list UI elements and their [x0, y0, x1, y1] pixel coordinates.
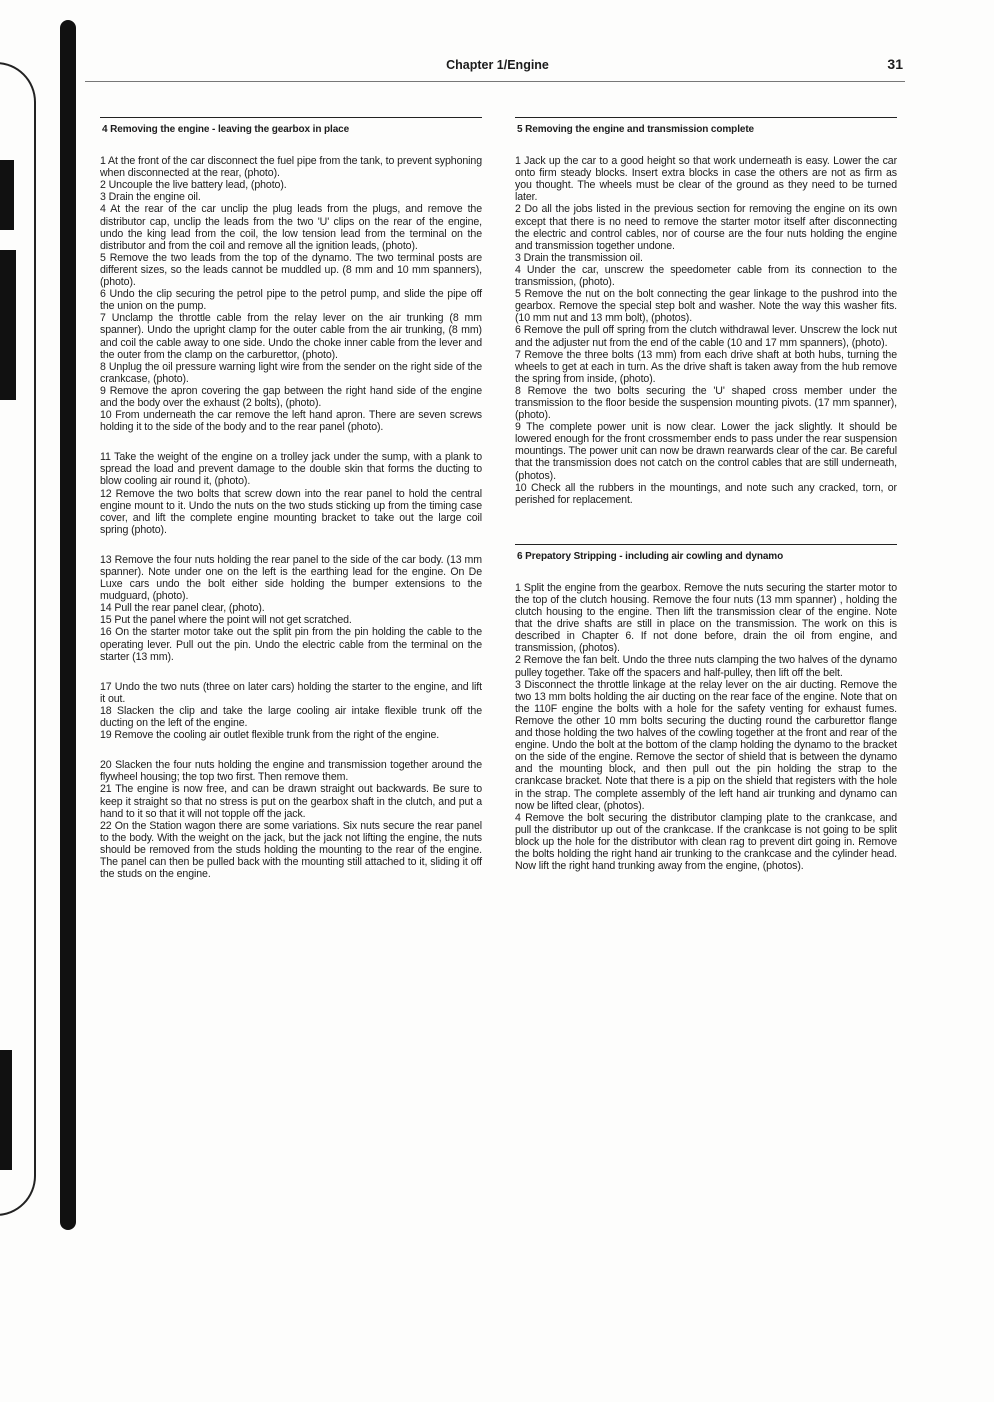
step-paragraph: 12 Remove the two bolts that screw down into the rear panel to hold the central engine mount to it. Undo the nuts on the two studs sticking up from the timing case cover, and lift the complete engine mounting bracket to take out the large coil spring (photo).	[100, 487, 482, 536]
step-paragraph: 7 Unclamp the throttle cable from the relay lever on the air trunking (8 mm spanner). Undo the upright clamp for the outer cable from the air trunking, (8 mm) and coil the cable away to one side. Undo the choke inner cable from the lever and the outer from the clamp on the carburettor, (photo).	[100, 312, 482, 361]
step-paragraph: 6 Remove the pull off spring from the clutch withdrawal lever. Unscrew the lock nut and the adjuster nut from the end of the cable (10 and 17 mm spanners), (photo).	[515, 324, 897, 349]
page-edge-curve	[0, 62, 36, 1216]
step-paragraph: 22 On the Station wagon there are some variations. Six nuts secure the rear panel to the body. With the weight on the jack, but the jack not lifting the engine, the nuts should be removed from the studs holding the mounting to the rear of the engine. The panel can then be pulled back with the mounting still attached to it, sliding it off the studs on the engine.	[100, 819, 482, 881]
step-paragraph: 20 Slacken the four nuts holding the engine and transmission together around the flywheel housing; the top two first. Then remove them.	[100, 759, 482, 784]
step-paragraph: 5 Remove the two leads from the top of the dynamo. The two terminal posts are different sizes, so the leads cannot be muddled up. (8 mm and 10 mm spanners), (photo).	[100, 251, 482, 289]
page-number: 31	[887, 56, 903, 72]
step-paragraph: 5 Remove the nut on the bolt connecting the gear linkage to the pushrod into the gearbox. Remove the special step bolt and washer. Note the way this washer fits. (10 mm nut and 13 mm bolt), (photos).	[515, 288, 897, 325]
binding-shadow	[60, 20, 76, 1230]
section-title: 6 Prepatory Stripping - including air cowling and dynamo	[517, 550, 784, 562]
step-paragraph: 7 Remove the three bolts (13 mm) from each drive shaft at both hubs, turning the wheels to get at each in turn. As the drive shaft is taken away from the hub remove the spring from inside, (photo).	[515, 348, 897, 385]
step-paragraph: 2 Do all the jobs listed in the previous section for removing the engine on its own except that there is no need to remove the starter motor itself after disconnecting the electric and control cables, nor of course are the four nuts holding the engine and transmission together undone.	[515, 203, 897, 252]
step-paragraph: 10 Check all the rubbers in the mountings, and note such any cracked, torn, or perished for replacement.	[515, 481, 897, 506]
step-paragraph: 16 On the starter motor take out the split pin from the pin holding the cable to the operating lever. Pull out the pin. Undo the electric cable from the terminal on the starter (13 mm).	[100, 626, 482, 663]
step-paragraph: 2 Uncouple the live battery lead, (photo).	[100, 179, 287, 192]
section-6	[515, 544, 897, 872]
step-paragraph: 4 At the rear of the car unclip the plug leads from the plugs, and remove the distributor cap, unclip the leads from the two 'U' clips on the rear of the engine, undo the king lead from the coil, the low tension lead from the terminal on the distributor and from the coil and remove all the ignition leads, (photo).	[100, 203, 482, 252]
step-paragraph: 13 Remove the four nuts holding the rear panel to the side of the car body. (13 mm spanner). Note under one on the left is the earthing lead for the engine. On De Luxe cars undo the bolt either side holding the bumper extensions to the mudguard, (photo).	[100, 553, 482, 603]
step-paragraph: 1 At the front of the car disconnect the fuel pipe from the tank, to prevent syphoning when disconnected at the rear, (photo).	[100, 155, 482, 180]
section-rule	[100, 117, 482, 118]
step-paragraph: 3 Disconnect the throttle linkage at the relay lever on the air ducting. Remove the two 13 mm bolts holding the air ducting on the rear face of the engine. Note that on the 110F engine the bolts with a hole for the safety venting for exhaust fumes. Remove the other 10 mm bolts securing the ducting round the carburettor flange and those holding the two halves of the cowling together at the front and rear of the engine. Undo the bolt at the bottom of the clamp holding the dynamo to the bracket on the side of the engine. Remove the sector of shield that is between the dynamo and the mounting block, and then pull out the pin holding the strap to the crankcase bracket. Note that there is a pip on the shield that registers with the hole in the strap. The complete assembly of the left hand air trunking and dynamo can now be lifted clear, (photos).	[515, 678, 897, 812]
step-paragraph: 10 From underneath the car remove the left hand apron. There are seven screws holding it to the side of the body and to the rear panel (photo).	[100, 409, 482, 434]
column-right	[515, 117, 897, 872]
section-title: 4 Removing the engine - leaving the gearbox in place	[102, 124, 350, 135]
step-paragraph: 6 Undo the clip securing the petrol pipe to the petrol pump, and slide the pipe off the union on the pump.	[100, 288, 482, 313]
running-head	[90, 58, 905, 80]
step-paragraph: 1 Jack up the car to a good height so that work underneath is easy. Lower the car onto firm steady blocks. Insert extra blocks in case the others are not as firm as you thought. The wheels must be clear of the ground as they need to be turned later.	[515, 155, 897, 204]
step-paragraph: 2 Remove the fan belt. Undo the three nuts clamping the two halves of the dynamo pulley together. Take off the spacers and half-pulley, then lift off the belt.	[515, 654, 897, 679]
step-paragraph: 8 Remove the two bolts securing the 'U' shaped cross member under the transmission to the floor beside the suspension mounting pivots. (17 mm spanner), (photo).	[515, 384, 897, 422]
chapter-title: Chapter 1/Engine	[446, 58, 549, 72]
step-paragraph: 21 The engine is now free, and can be drawn straight out backwards. Be sure to keep it straight so that no stress is put on the gearbox shaft in the clutch, and put a hand to it so that it will not topple off the jack.	[100, 783, 482, 820]
step-paragraph: 8 Unplug the oil pressure warning light wire from the sender on the right side of the crankcase, (photo).	[100, 360, 482, 385]
step-paragraph: 19 Remove the cooling air outlet flexible trunk from the right of the engine.	[100, 729, 440, 742]
step-paragraph: 4 Remove the bolt securing the distributor clamping plate to the crankcase, and pull the distributor up out of the crankcase. If the crankcase is not going to be split block up the hole for the distributor with clean rag to prevent dirt going in. Remove the bolts holding the right hand air trunking to the crankcase and the cylinder head. Now lift the right hand trunking away from the engine, (photos).	[515, 811, 897, 873]
step-paragraph: 15 Put the panel where the point will not get scratched.	[100, 614, 352, 627]
step-paragraph: 11 Take the weight of the engine on a trolley jack under the sump, with a plank to spread the load and prevent damage to the double skin that forms the ducting to blow cooling air round it, (photo).	[100, 451, 482, 488]
step-paragraph: 9 Remove the apron covering the gap between the right hand side of the engine and the body over the exhaust (2 bolts), (photo).	[100, 384, 482, 409]
step-paragraph: 3 Drain the engine oil.	[100, 191, 201, 204]
section-rule	[515, 117, 897, 118]
scan-mark	[0, 250, 16, 400]
header-rule	[85, 81, 905, 82]
step-paragraph: 17 Undo the two nuts (three on later cars) holding the starter to the engine, and lift it out.	[100, 680, 482, 705]
scan-mark	[0, 1050, 12, 1170]
step-paragraph: 4 Under the car, unscrew the speedometer cable from its connection to the transmission, (photo).	[515, 263, 897, 289]
section-rule	[515, 544, 897, 545]
section-title: 5 Removing the engine and transmission complete	[517, 124, 755, 135]
step-paragraph: 14 Pull the rear panel clear, (photo).	[100, 602, 265, 615]
step-paragraph: 3 Drain the transmission oil.	[515, 251, 643, 264]
column-left	[100, 117, 482, 880]
step-paragraph: 9 The complete power unit is now clear. Lower the jack slightly. It should be lowered enough for the front crossmember ends to pass under the rear suspension mountings. The power unit can now be drawn rearwards clear of the car. Be careful that the transmission does not catch on the control cables that are still underneath, (photos).	[515, 421, 897, 482]
step-paragraph: 18 Slacken the clip and take the large cooling air intake flexible trunk off the ducting on the left of the engine.	[100, 704, 482, 730]
scan-mark	[0, 160, 14, 230]
step-paragraph: 1 Split the engine from the gearbox. Remove the nuts securing the starter motor to the top of the clutch housing. Remove the four nuts (13 mm spanner) , holding the clutch housing to the engine. Then lift the transmission clear of the engine. Note that the drive shafts are still in place on the transmission. The work on this is described in Chapter 6. If not done before, drain the oil from engine, and transmission, (photos).	[515, 581, 897, 655]
